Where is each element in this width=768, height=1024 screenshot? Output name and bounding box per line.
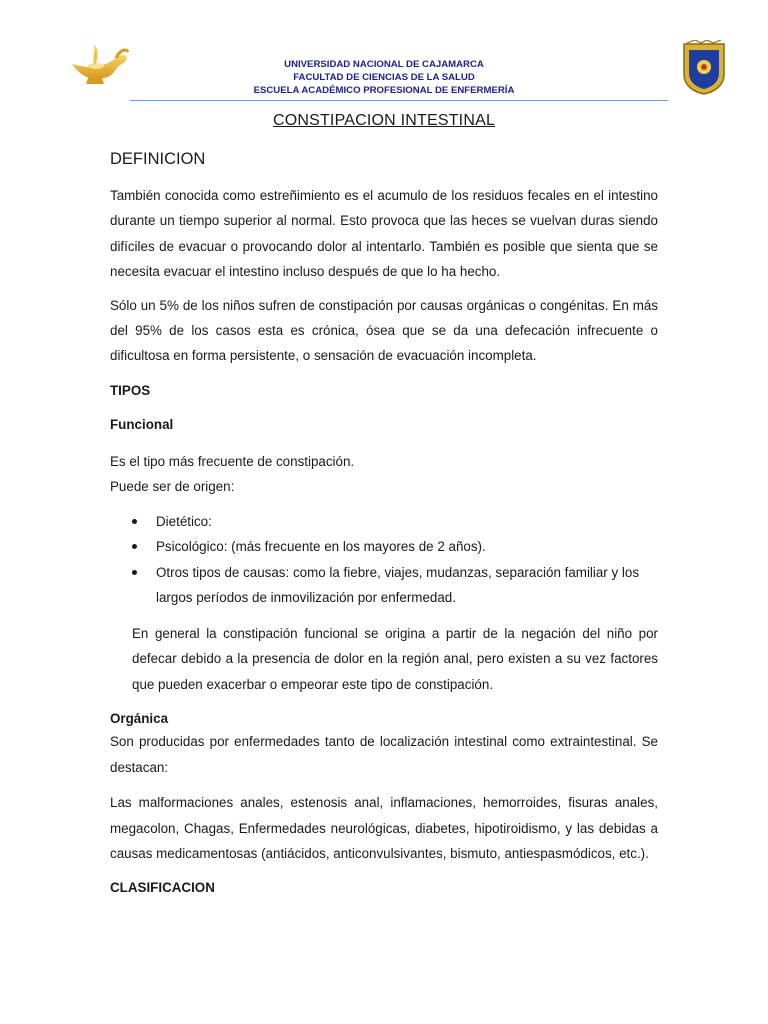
faculty-name: FACULTAD DE CIENCIAS DE LA SALUD — [293, 72, 475, 83]
organica-paragraph-2: Las malformaciones anales, estenosis anal, inflamaciones, hemorroides, fisuras anales, megacolon, Chagas, Enfermedades neurológicas, diabetes, hipotiroidismo, y las debidas a causas medicamentosas (antiácidos, anticonvulsivantes, bismuto, antiespasmódicos, etc.). — [110, 795, 658, 861]
clasificacion-heading: CLASIFICACION — [110, 880, 215, 896]
funcional-line-2: Puede ser de origen: — [110, 478, 235, 494]
school-name: ESCUELA ACADÉMICO PROFESIONAL DE ENFERMERÍA — [253, 85, 515, 96]
funcional-heading: Funcional — [110, 416, 174, 432]
funcional-line-1: Es el tipo más frecuente de constipación. — [110, 453, 355, 469]
definition-heading: DEFINICION — [110, 150, 206, 168]
institution-header — [130, 58, 638, 97]
document-body — [110, 150, 658, 898]
bullet-icon — [132, 570, 137, 575]
bullet-icon — [132, 519, 137, 524]
bullet-icon — [132, 544, 137, 549]
list-item: Dietético: — [132, 509, 658, 535]
document-title: CONSTIPACION INTESTINAL — [272, 112, 496, 129]
university-name: UNIVERSIDAD NACIONAL DE CAJAMARCA — [284, 59, 484, 70]
funcional-summary: En general la constipación funcional se origina a partir de la negación del niño por defecar debido a la presencia de dolor en la región anal, pero existen a su vez factores que pueden exacerbar o empeorar este tipo de constipación. — [132, 625, 658, 692]
tipos-heading: TIPOS — [110, 382, 151, 398]
origin-list — [110, 509, 658, 611]
header-divider — [130, 100, 668, 101]
organica-heading: Orgánica — [110, 711, 169, 727]
university-shield-logo — [681, 40, 727, 96]
definition-paragraph-1: También conocida como estreñimiento es el acumulo de los residuos fecales en el intestino durante un tiempo superior al normal. Esto provoca que las heces se vuelvan duras siendo difíciles de evacuar o provocando dolor al intentarlo. También es posible que sienta que se necesita evacuar el intestino incluso después de que lo ha hecho. — [110, 188, 658, 280]
list-item: Otros tipos de causas: como la fiebre, viajes, mudanzas, separación familiar y los largos períodos de inmovilización por enfermedad. — [132, 560, 658, 611]
definition-paragraph-2: Sólo un 5% de los niños sufren de constipación por causas orgánicas o congénitas. En más del 95% de los casos esta es crónica, ósea que se da una defecación infrecuente o dificultosa en forma persistente, o sensación de evacuación incompleta. — [110, 297, 658, 364]
list-item: Psicológico: (más frecuente en los mayores de 2 años). — [132, 534, 658, 560]
organica-paragraph-1: Son producidas por enfermedades tanto de localización intestinal como extraintestinal. Se destacan: — [110, 734, 658, 775]
nursing-lamp-logo — [66, 38, 132, 94]
